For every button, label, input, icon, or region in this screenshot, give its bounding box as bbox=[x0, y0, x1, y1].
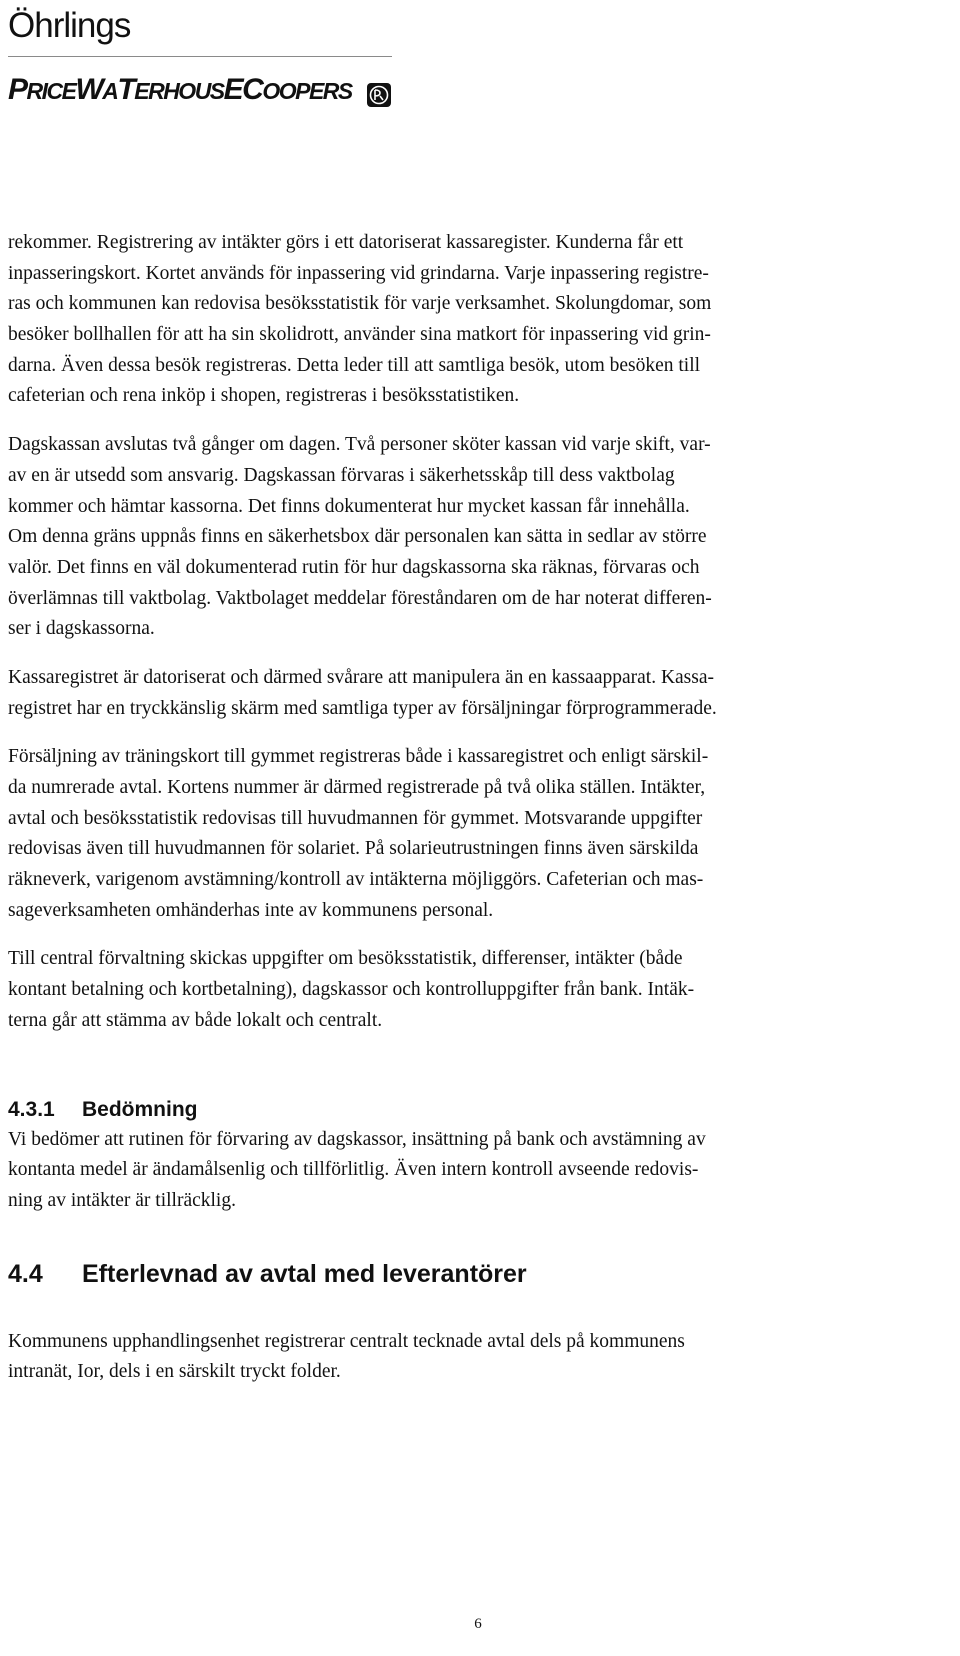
section-title: Bedömning bbox=[82, 1097, 198, 1121]
company-logo bbox=[8, 4, 398, 124]
section-heading-4-4 bbox=[8, 1257, 948, 1291]
section-number: 4.3.1 bbox=[8, 1097, 55, 1121]
pwc-seal-icon bbox=[366, 82, 392, 108]
section-number: 4.4 bbox=[8, 1259, 43, 1288]
logo-ohrlings-text: Öhrlings bbox=[8, 6, 131, 45]
section-title: Efterlevnad av avtal med leverantörer bbox=[82, 1259, 527, 1288]
paragraph-procurement: Kommunens upphandlingsenhet registrerar centralt tecknade avtal dels på kommunens intranät, Ior, dels i en särskilt tryckt folder. bbox=[8, 1330, 685, 1383]
paragraph-daily-cash: Dagskassan avslutas två gånger om dagen. Två personer sköter kassan vid varje skift, var- av en är utsedd som ansvarig. Dagskassan förvaras i säkerhetsskåp till dess vaktbolag kommer och hämtar kassorna. Det finns dokumenterat hur mycket kassan får innehålla. Om denna gräns uppnås finns en säkerhetsbox där personalen kan sätta in sedlar av större valör. Det finns en väl dokumenterad rutin för hur dagskassorna ska räknas, förvaras och överlämnas till vaktbolag. Vaktbolaget meddelar föreståndaren om de har noterat differen- ser i dagskassorna. bbox=[8, 434, 712, 640]
logo-pricewaterhousecoopers-text: PRICEWATERHOUSECOOPERS bbox=[8, 73, 352, 106]
paragraph-assessment: Vi bedömer att rutinen för förvaring av dagskassor, insättning på bank och avstämning av kontanta medel är ändamålsenlig och tillförlitlig. Även intern kontroll avseende redovis- ning av intäkter är tillräcklig. bbox=[8, 1128, 706, 1211]
paragraph-gym-cards: Försäljning av träningskort till gymmet registreras både i kassaregistret och enligt särskil- da numrerade avtal. Kortens nummer är därmed registrerade på två olika ställen. Intäkter, avtal och besöksstatistik redovisas till huvudmannen för gymmet. Motsvarande uppgifter redovisas även till huvudmannen för solariet. På solarieutrustningen finns även särskilda räkneverk, varigenom avstämning/kontroll av intäkterna möjliggörs. Cafeterian och mas- sageverksamheten omhänderhas inte av kommunens personal. bbox=[8, 746, 709, 921]
logo-divider bbox=[8, 56, 392, 57]
page-number: 6 bbox=[474, 1616, 482, 1632]
paragraph-central-administration: Till central förvaltning skickas uppgifter om besöksstatistik, differenser, intäkter (både kontant betalning och kortbetalning), dagskassor och kontrolluppgifter från bank. Intäk- terna går att stämma av både lokalt och centralt. bbox=[8, 948, 695, 1031]
paragraph-registration: rekommer. Registrering av intäkter görs i ett datoriserat kassaregister. Kunderna får ett inpasseringskort. Kortet används för inpassering vid grindarna. Varje inpassering registre- ras och kommunen kan redovisa besöksstatistik för varje verksamhet. Skolungdomar, som besöker bollhallen för att ha sin skolidrott, använder sina matkort för inpassering vid grin- darna. Även dessa besök registreras. Detta leder till att samtliga besök, utom besöken till cafeterian och rena inköp i shopen, registreras i besöksstatistiken. bbox=[8, 232, 712, 407]
section-heading-4-3-1 bbox=[8, 1095, 948, 1125]
document-body bbox=[8, 228, 948, 1388]
paragraph-cash-register: Kassaregistret är datoriserat och därmed svårare att manipulera än en kassaapparat. Kassa- registret har en tryckkänslig skärm med samtliga typer av försäljningar förprogrammerade. bbox=[8, 666, 717, 719]
